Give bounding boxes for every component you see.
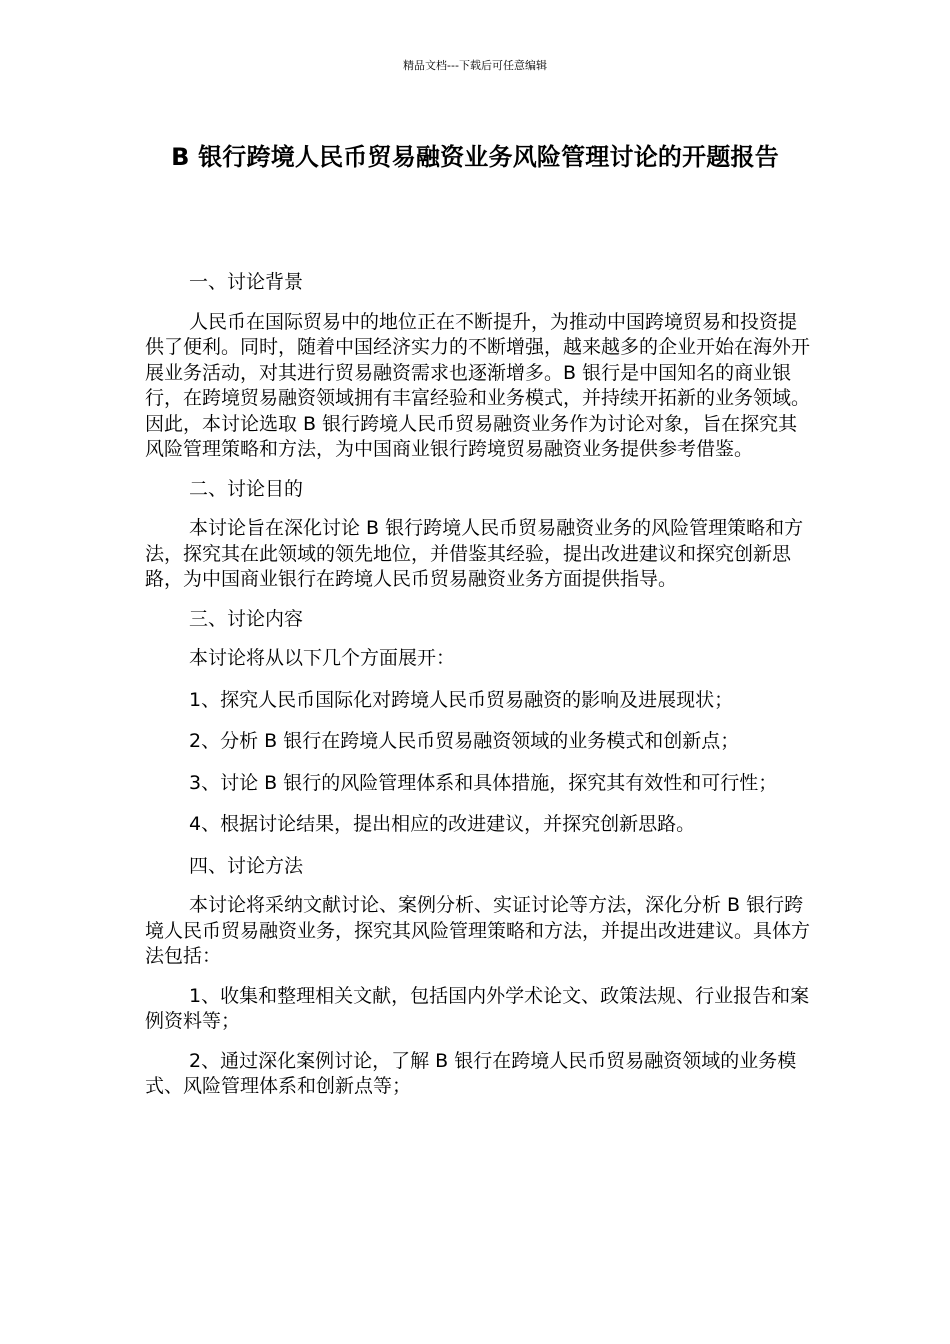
paragraph: 人民币在国际贸易中的地位正在不断提升，为推动中国跨境贸易和投资提供了便利。同时，随着中国经济实力的不断增强，越来越多的企业开始在海外开展业务活动，对其进行贸易融资需求也逐渐增多。B 银行是中国知名的商业银行，在跨境贸易融资领域拥有丰富经验和业务模式，并持续开拓新的业务领域。因此，本讨论选取 B 银行跨境人民币贸易融资业务作为讨论对象，旨在探究其风险管理策略和方法，为中国商业银行跨境贸易融资业务提供参考借鉴。 [145, 310, 811, 460]
section-intro: 本讨论将从以下几个方面展开： [189, 647, 456, 669]
section-heading: 一、讨论背景 [189, 271, 304, 293]
section-intro: 本讨论将采纳文献讨论、案例分析、实证讨论等方法，深化分析 B 银行跨境人民币贸易融资业务，探究其风险管理策略和方法，并提出改进建议。具体方法包括： [145, 894, 811, 967]
document-title: B 银行跨境人民币贸易融资业务风险管理讨论的开题报告 [171, 143, 779, 171]
list-item: 1、收集和整理相关文献，包括国内外学术论文、政策法规、行业报告和案例资料等； [145, 984, 810, 1032]
paragraph: 本讨论旨在深化讨论 B 银行跨境人民币贸易融资业务的风险管理策略和方法，探究其在此领域的领先地位，并借鉴其经验，提出改进建议和探究创新思路，为中国商业银行在跨境人民币贸易融资业务方面提供指导。 [145, 517, 804, 590]
section-heading: 二、讨论目的 [189, 477, 304, 500]
list-item: 2、通过深化案例讨论，了解 B 银行在跨境人民币贸易融资领域的业务模式、风险管理体系和创新点等； [145, 1049, 797, 1097]
list-item: 4、根据讨论结果，提出相应的改进建议，并探究创新思路。 [189, 813, 696, 835]
list-item: 2、分析 B 银行在跨境人民币贸易融资领域的业务模式和创新点； [189, 730, 740, 752]
page-header: 精品文档---下载后可任意编辑 [403, 59, 547, 72]
document-body [145, 270, 810, 1114]
list-item: 3、讨论 B 银行的风险管理体系和具体措施，探究其有效性和可行性； [189, 771, 778, 794]
list-item: 1、探究人民币国际化对跨境人民币贸易融资的影响及进展现状； [189, 688, 734, 711]
section-heading: 三、讨论内容 [189, 607, 304, 630]
section-heading: 四、讨论方法 [189, 854, 304, 877]
